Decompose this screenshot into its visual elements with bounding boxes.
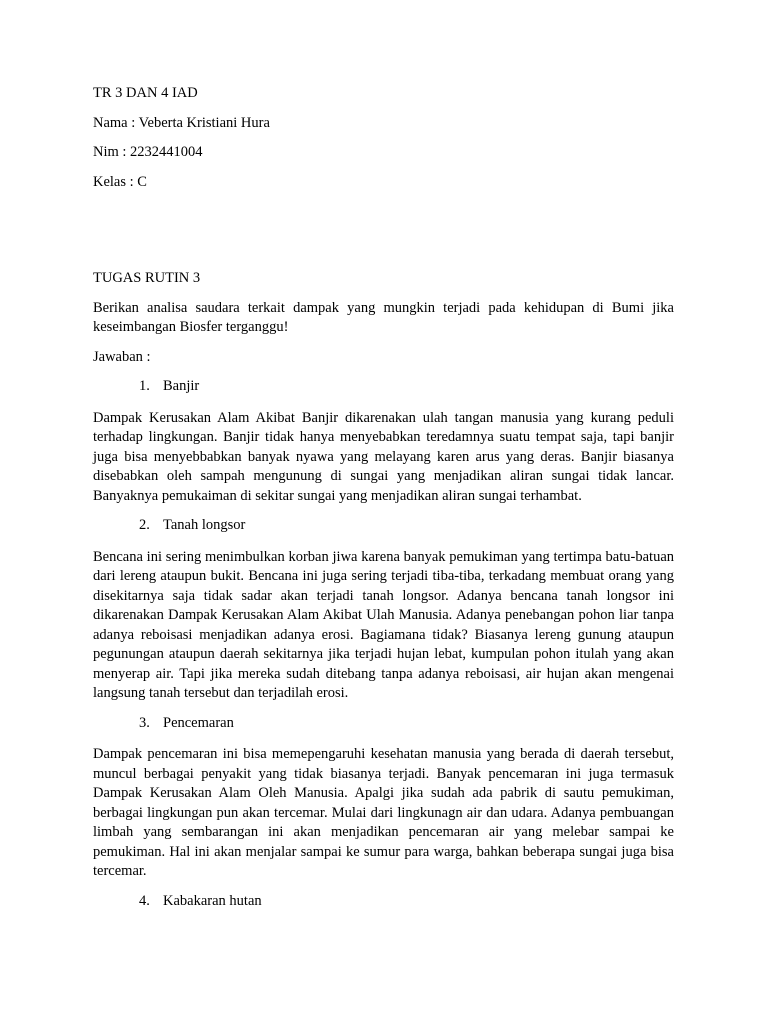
task-question: Berikan analisa saudara terkait dampak yang mungkin terjadi pada kehidupan di Bumi jika keseimbangan Biosfer terganggu! xyxy=(93,299,674,335)
list-item xyxy=(93,377,674,397)
student-nim: Nim : 2232441004 xyxy=(93,144,203,160)
list-number: 1. xyxy=(139,378,150,394)
list-title: Tanah longsor xyxy=(163,517,246,533)
section-paragraph: Dampak Kerusakan Alam Akibat Banjir dikarenakan ulah tangan manusia yang kurang peduli terhadap lingkungan. Banjir tidak hanya menyebabkan teredamnya suatu tempat saja, tapi banjir juga bisa menyebbabkan banyak nyawa yang melayang karen arus yang deras. Banjir biasanya disebabkan oleh sampah mengunung di sungai yang menjadikan aliran sungai tidak lancar. Banyaknya pemukaiman di sekitar sungai yang menjadikan aliran sungai terhambat. xyxy=(93,409,674,504)
task-heading: TUGAS RUTIN 3 xyxy=(93,270,201,286)
document-page xyxy=(93,84,674,923)
list-title: Pencemaran xyxy=(163,714,234,731)
answer-label: Jawaban : xyxy=(93,348,151,365)
list-title: Banjir xyxy=(163,378,200,394)
document-header xyxy=(93,84,674,192)
list-number: 3. xyxy=(139,714,150,731)
document-title: TR 3 DAN 4 IAD xyxy=(93,85,198,101)
student-class: Kelas : C xyxy=(93,173,147,190)
blank-space xyxy=(93,202,674,269)
section-paragraph: Bencana ini sering menimbulkan korban jiwa karena banyak pemukiman yang tertimpa batu-batuan dari lereng ataupun bukit. Bencana ini juga sering terjadi tiba-tiba, terkadang membuat orang yang disekitarnya saja tidak sadar akan terjadi tanah longsor. Adanya bencana tanah longsor ini dikarenakan Dampak Kerusakan Alam Akibat Ulah Manusia. Adanya penebangan pohon liar tanpa adanya reboisasi menjadikan adanya erosi. Bagiamana tidak? Biasanya lereng gunung ataupun pegunungan ataupun daerah sekitarnya jika terjadi hujan lebat, kumpulan pohon itulah yang akan menyerap air. Tapi jika mereka sudah ditebang tanpa adanya reboisasi, air hujan akan mengenai langsung tanah tersebut dan terjadilah erosi. xyxy=(93,548,674,701)
section-paragraph: Dampak pencemaran ini bisa memepengaruhi kesehatan manusia yang berada di daerah tersebut, muncul berbagai penyakit yang tidak biasanya terjadi. Banyak pencemaran ini juga termasuk Dampak Kerusakan Alam Oleh Manusia. Apalgi jika sudah ada pabrik di sautu pemukiman, berbagai lingkungan pun akan tercemar. Mulai dari lingkunagn air dan udara. Adanya pembuangan limbah yang sembarangan ini akan menjadikan pencemaran air yang melebar sampai ke pemukiman. Hal ini akan menjalar sampai ke sumur para warga, bahkan beberapa sungai juga bisa tercemar. xyxy=(93,746,674,879)
list-item xyxy=(93,892,674,912)
list-number: 4. xyxy=(139,892,150,909)
list-item xyxy=(93,714,674,734)
student-name: Nama : Veberta Kristiani Hura xyxy=(93,114,270,131)
list-item xyxy=(93,516,674,536)
list-number: 2. xyxy=(139,517,150,533)
list-title: Kabakaran hutan xyxy=(163,892,262,909)
